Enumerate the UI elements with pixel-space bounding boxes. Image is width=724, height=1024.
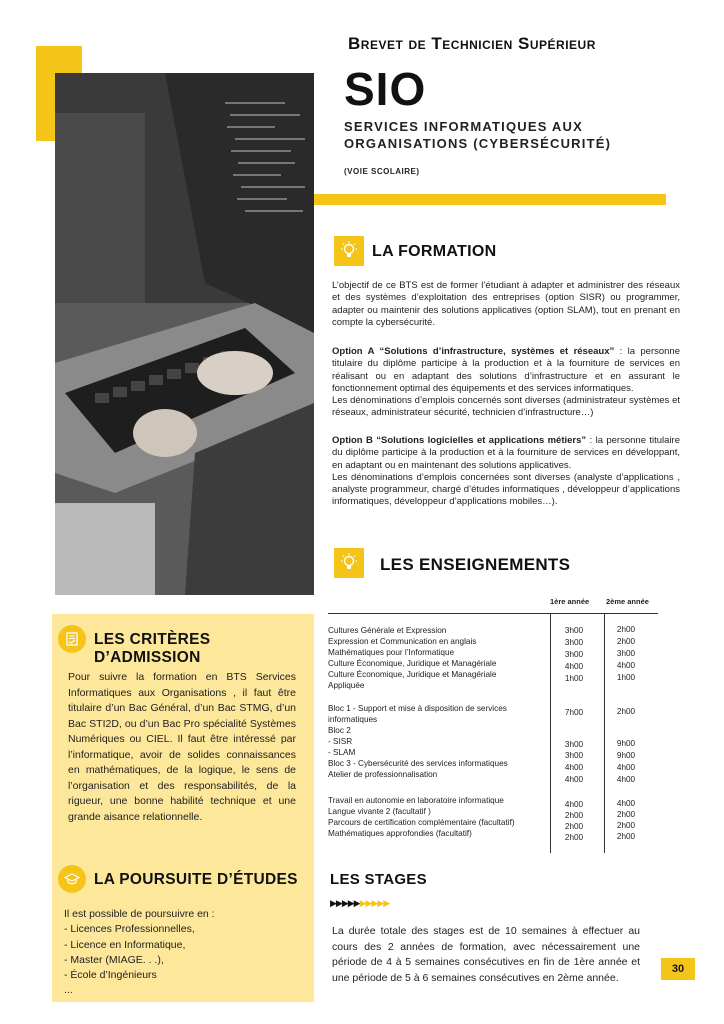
- table-cell: 3h00: [564, 740, 584, 749]
- hero-photo: [55, 73, 314, 595]
- table-cell: 3h00: [564, 626, 584, 635]
- table-cell: 9h00: [616, 751, 636, 760]
- stages-text: La durée totale des stages est de 10 semaines à effectuer au cours des 2 années de formation, avec nécessairement une période de 4 à 5 semaines consécutives en fin de 1ère année et une période de 5 à 6 semaines consécutives en 2ème année.: [332, 925, 640, 984]
- admission-text: Pour suivre la formation en BTS Services Informatiques aux Organisations , il faut être titulaire d’un Bac Général, d’un Bac STMG, d’un Bac STI2D, ou d’un Bac Pro spécialité Systèmes Numériques ou CIEL. Il faut être intéressé par l’informatique, avoir de solides connaissances en mathématiques, de la logique, le sens de l’organisation et des responsabilités, de la rigueur, une bonne habilité technique et une grande aisance relationnelle.: [68, 671, 296, 823]
- table-col-rule-2: [604, 613, 605, 853]
- accent-bar-top: [264, 194, 666, 205]
- table-cell: 2h00: [616, 810, 636, 819]
- table-cell: 3h00: [564, 751, 584, 760]
- table-cell: 4h00: [616, 661, 636, 670]
- table-cell: 1h00: [564, 674, 584, 683]
- table-cell: 2h00: [564, 822, 584, 831]
- table-top-rule: [328, 613, 658, 614]
- table-row: Parcours de certification complémentaire (facultatif): [328, 818, 515, 827]
- admission-title: LES CRITÈRES D’ADMISSION: [94, 631, 211, 666]
- stages-title: LES STAGES: [330, 871, 427, 888]
- table-cell: 3h00: [616, 649, 636, 658]
- table-cell: 2h00: [564, 811, 584, 820]
- table-cell: 9h00: [616, 739, 636, 748]
- list-item: ...: [64, 984, 73, 997]
- list-item: - Master (MIAGE. . .),: [64, 953, 164, 966]
- table-row: Culture Économique, Juridique et Managériale: [328, 659, 497, 668]
- formation-intro: L’objectif de ce BTS est de former l’étudiant à adapter et administrer des réseaux et des systèmes d’exploitation des entreprises (option SISR) ou programmer, adapter ou maintenir des solutions applicatives (option SLAM), tout en prenant en compte la cybersécurité.: [332, 280, 680, 328]
- table-cell: 2h00: [616, 707, 636, 716]
- table-cell: 4h00: [564, 662, 584, 671]
- table-cell: 2h00: [564, 833, 584, 842]
- table-row: - SLAM: [328, 748, 356, 757]
- option-b-jobs: Les dénominations d’emplois concernées sont diverses (analyste d’applications , analyste programmeur, chargé d’études informatiques , développeur d’applications informatiques, développeur d’applications mobiles…).: [332, 471, 680, 508]
- poursuite-graduation-icon: [58, 865, 86, 893]
- header-subtitle: SERVICES INFORMATIQUES AUX ORGANISATIONS (CYBERSÉCURITÉ): [344, 119, 612, 151]
- table-row: Bloc 2: [328, 726, 351, 735]
- table-cell: 2h00: [616, 637, 636, 646]
- header-bts: Brevet de Technicien Supérieur: [348, 34, 596, 53]
- table-row: Cultures Générale et Expression: [328, 626, 447, 635]
- table-cell: 2h00: [616, 821, 636, 830]
- enseignements-lightbulb-icon: [334, 548, 364, 578]
- option-a-jobs: Les dénominations d’emplois concernés sont diverses (administrateur systèmes et réseaux, administrateur sécurité, technicien d’infrastructure…): [332, 395, 680, 419]
- table-row: Bloc 1 - Support et mise à disposition de services informatiques: [328, 704, 507, 724]
- table-cell: 3h00: [564, 638, 584, 647]
- admission-panel: [52, 614, 314, 854]
- list-item: - École d’Ingénieurs: [64, 969, 157, 982]
- table-cell: 2h00: [616, 625, 636, 634]
- table-row: Travail en autonomie en laboratoire informatique: [328, 796, 504, 805]
- option-b-text: : la personne titulaire du diplôme participe à la production et à la fourniture de services en développant, en adaptant ou en maintenant des solutions applicatives.: [332, 435, 680, 471]
- table-cell: 4h00: [616, 799, 636, 808]
- admission-document-check-icon: [58, 625, 86, 653]
- arrows-decoration: ▶▶▶▶▶▶▶▶▶▶: [330, 898, 390, 908]
- formation-option-a: [332, 346, 680, 420]
- table-row: Mathématiques approfondies (facultatif): [328, 829, 472, 838]
- option-a-text: : la personne titulaire du diplôme participe à la production et à la fourniture de services en réalisant ou en adaptant des solutions d’infrastructure et en assurant le fonctionnement optimal des équipements et des services informatiques.: [332, 346, 680, 394]
- table-row: Expression et Communication en anglais: [328, 637, 477, 646]
- table-cell: 4h00: [616, 775, 636, 784]
- table-row: Mathématiques pour l’Informatique: [328, 648, 455, 657]
- table-cell: 7h00: [564, 708, 584, 717]
- list-item: - Licences Professionnelles,: [64, 923, 195, 936]
- option-b-label: Option B “Solutions logicielles et applications métiers”: [332, 435, 587, 446]
- formation-lightbulb-icon: [334, 236, 364, 266]
- poursuite-panel: [52, 854, 314, 1002]
- table-row: Langue vivante 2 (facultatif ): [328, 807, 431, 816]
- col-header-1ere: 1ère année: [550, 597, 590, 606]
- page-number: 30: [661, 958, 695, 980]
- table-row: Atelier de professionnalisation: [328, 770, 438, 779]
- col-header-2eme: 2ème année: [606, 597, 649, 606]
- table-row: - SISR: [328, 737, 353, 746]
- list-item: - Licence en Informatique,: [64, 938, 186, 951]
- table-cell: 2h00: [616, 832, 636, 841]
- table-row: Culture Économique, Juridique et Managériale Appliquée: [328, 670, 497, 690]
- option-a-label: Option A “Solutions d’infrastructure, systèmes et réseaux”: [332, 346, 615, 357]
- table-cell: 4h00: [616, 763, 636, 772]
- table-cell: 4h00: [564, 775, 584, 784]
- table-cell: 4h00: [564, 763, 584, 772]
- formation-title: LA FORMATION: [372, 243, 497, 260]
- table-cell: 3h00: [564, 650, 584, 659]
- header-sio: SIO: [344, 63, 427, 115]
- table-cell: 4h00: [564, 800, 584, 809]
- enseignements-title: LES ENSEIGNEMENTS: [380, 555, 571, 574]
- poursuite-title: LA POURSUITE D’ÉTUDES: [94, 871, 298, 888]
- poursuite-intro: Il est possible de poursuivre en :: [64, 908, 215, 920]
- table-cell: 1h00: [616, 673, 636, 682]
- table-row: Bloc 3 - Cybersécurité des services informatiques: [328, 759, 508, 768]
- formation-option-b: [332, 435, 680, 509]
- poursuite-list: [64, 907, 294, 999]
- header-voie: (VOIE SCOLAIRE): [344, 167, 420, 176]
